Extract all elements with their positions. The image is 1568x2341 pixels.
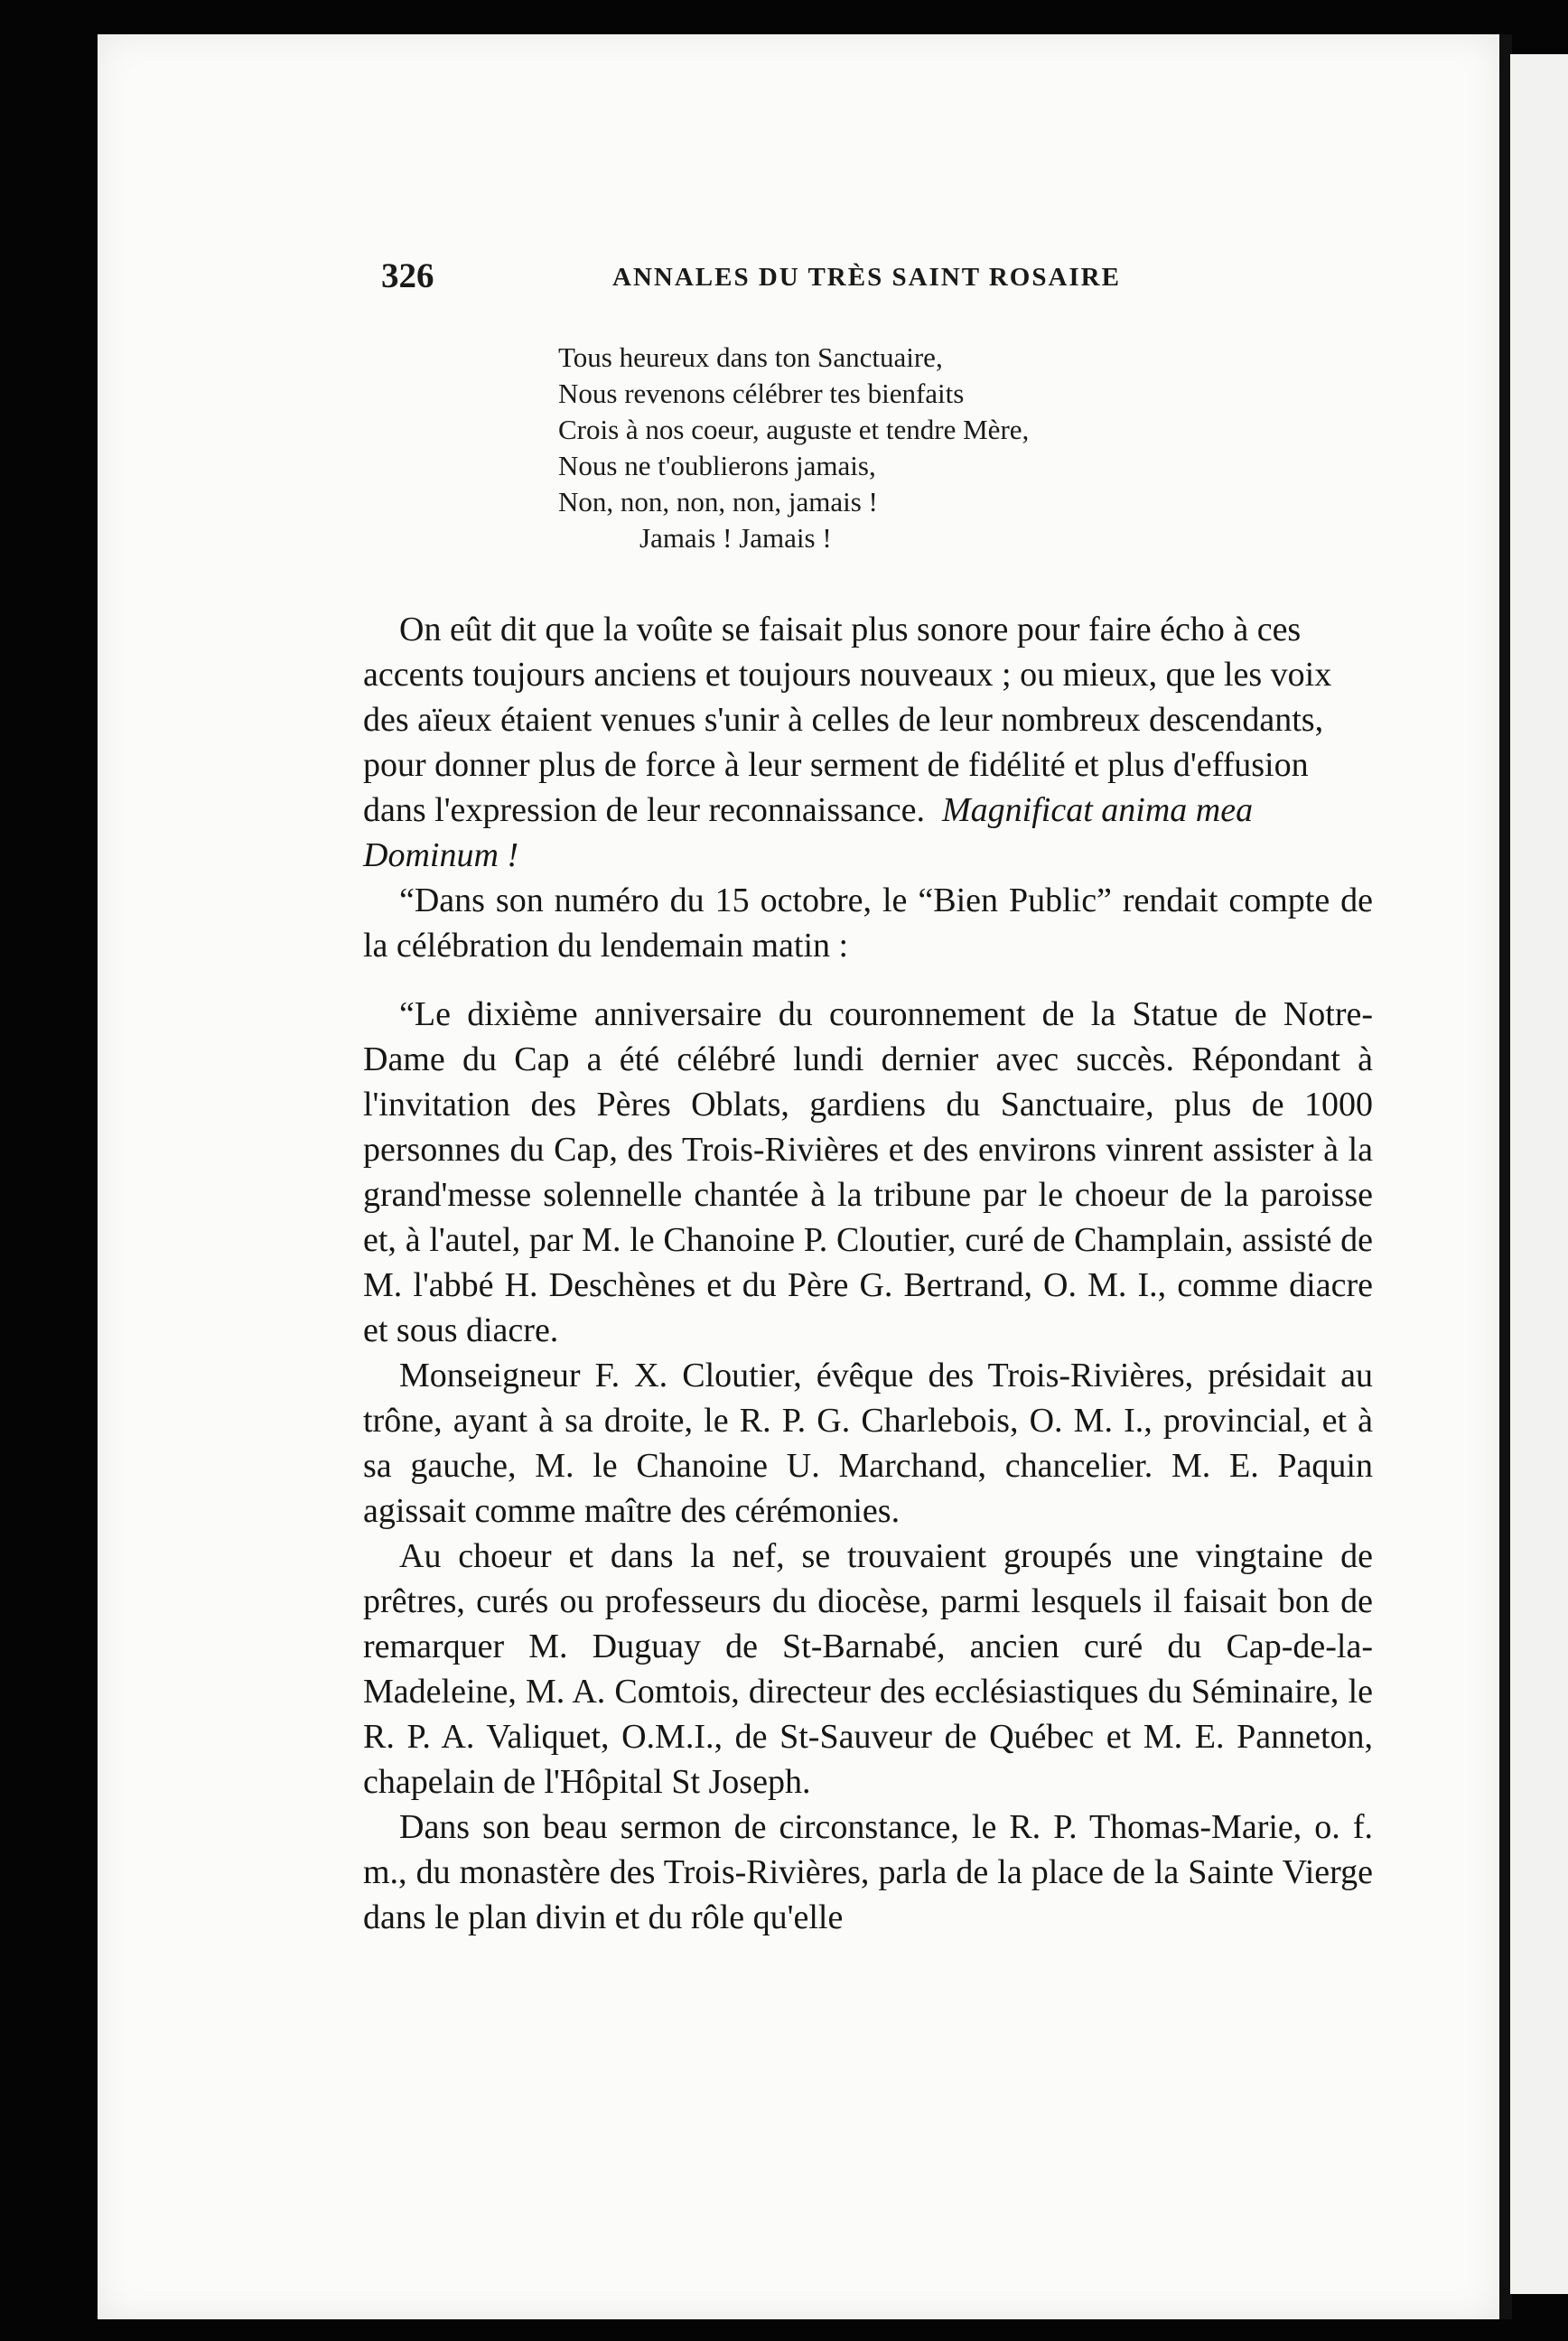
poem-line: Crois à nos coeur, auguste et tendre Mère, [558, 414, 1030, 445]
paragraph: “Le dixième anniversaire du couronnement de la Statue de Notre-Dame du Cap a été célébré lundi dernier avec succès. Répondant à l'invitation des Pères Oblats, gardiens du Sanctuaire, plus de 1000 personnes du Cap, des Trois-Rivières et des environs vinrent assister à la grand'messe solennelle chantée à la tribune par le choeur de la paroisse et, à l'autel, par M. le Chanoine P. Cloutier, curé de Champlain, assisté de M. l'abbé H. Deschènes et du Père G. Bertrand, O. M. I., comme diacre et sous diacre. [363, 995, 1373, 1349]
paragraph: Au choeur et dans la nef, se trouvaient groupés une vingtaine de prêtres, curés ou professeurs du diocèse, parmi lesquels il faisait bon de remarquer M. Duguay de St-Barnabé, ancien curé du Cap-de-la-Madeleine, M. A. Comtois, directeur des ecclésiastiques du Séminaire, le R. P. A. Valiquet, O.M.I., de St-Sauveur de Québec et M. E. Panneton, chapelain de l'Hôpital St Joseph. [363, 1537, 1373, 1801]
paragraph-text: On eût dit que la voûte se faisait plus sonore pour faire écho à ces accents toujours anciens et toujours nouveaux ; ou mieux, que les voix des aïeux étaient venues s'unir à celles de leur nombreux descendants, pour donner plus de force à leur serment de fidélité et plus d'effusion dans l'expression de leur reconnaissance. [363, 611, 1332, 829]
poem-line: Nous revenons célébrer tes bienfaits [558, 378, 965, 409]
poem-line: Tous heureux dans ton Sanctuaire, [558, 341, 943, 373]
running-head: ANNALES DU TRÈS SAINT ROSAIRE [612, 263, 1121, 292]
paragraph: Dans son beau sermon de circonstance, le R. P. Thomas-Marie, o. f. m., du monastère des Trois-Rivières, parla de la place de la Sainte Vierge dans le plan divin et du rôle qu'elle [363, 1808, 1373, 1936]
body-text [363, 607, 1373, 1940]
facing-page-edge [1510, 54, 1568, 2294]
paragraph: Monseigneur F. X. Cloutier, évêque des Trois-Rivières, présidait au trône, ayant à sa droite, le R. P. G. Charlebois, O. M. I., provincial, et à sa gauche, M. le Chanoine U. Marchand, chancelier. M. E. Paquin agissait comme maître des cérémonies. [363, 1357, 1373, 1530]
poem-stanza [558, 340, 1299, 556]
poem-line: Nous ne t'oublierons jamais, [558, 450, 876, 481]
paragraph [363, 607, 1373, 878]
latin-phrase: Magnificat anima mea Dominum ! [363, 791, 1254, 874]
poem-line-refrain: Jamais ! Jamais ! [639, 522, 832, 554]
page-number: 326 [381, 256, 434, 295]
poem-line: Non, non, non, non, jamais ! [558, 486, 878, 518]
paragraph: “Dans son numéro du 15 octobre, le “Bien Public” rendait compte de la célébration du lendemain matin : [363, 881, 1373, 965]
page-header [381, 256, 1375, 310]
